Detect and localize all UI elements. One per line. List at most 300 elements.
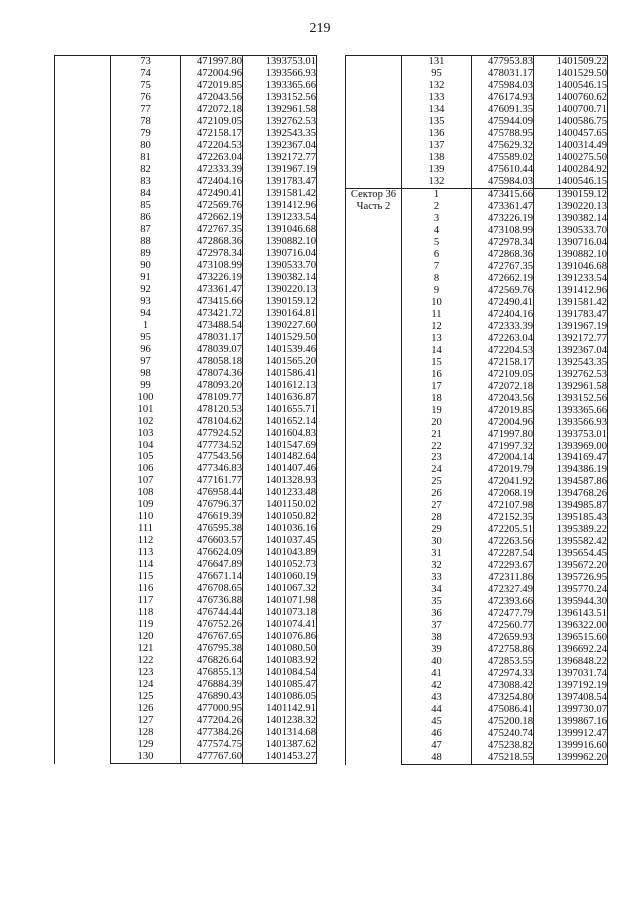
x-coordinate-cell: 476736.88 — [181, 595, 243, 607]
x-coordinate-cell: 473415.66 — [181, 296, 243, 308]
y-coordinate-cell: 1391783.47 — [534, 309, 608, 321]
point-number-cell: 74 — [111, 68, 181, 80]
table-row — [346, 56, 608, 68]
x-coordinate-cell: 476091.35 — [472, 104, 534, 116]
x-coordinate-cell: 476671.14 — [181, 571, 243, 583]
y-coordinate-cell: 1393152.56 — [243, 92, 317, 104]
point-number-cell: 86 — [111, 212, 181, 224]
x-coordinate-cell: 475240.74 — [472, 728, 534, 740]
y-coordinate-cell: 1401565.20 — [243, 356, 317, 368]
point-number-cell: 15 — [402, 357, 472, 369]
y-coordinate-cell: 1401150.02 — [243, 499, 317, 511]
x-coordinate-cell: 472569.76 — [472, 285, 534, 297]
point-number-cell: 17 — [402, 381, 472, 393]
point-number-cell: 48 — [402, 752, 472, 764]
y-coordinate-cell: 1391233.54 — [534, 273, 608, 285]
x-coordinate-cell: 472041.92 — [472, 476, 534, 488]
y-coordinate-cell: 1392367.04 — [243, 140, 317, 152]
y-coordinate-cell: 1393566.93 — [243, 68, 317, 80]
y-coordinate-cell: 1401085.47 — [243, 679, 317, 691]
x-coordinate-cell: 472263.56 — [472, 536, 534, 548]
y-coordinate-cell: 1390227.60 — [243, 320, 317, 332]
y-coordinate-cell: 1399912.47 — [534, 728, 608, 740]
x-coordinate-cell: 471997.32 — [472, 441, 534, 453]
section-label-line1: Сектор 36 — [350, 188, 397, 200]
y-coordinate-cell: 1399730.07 — [534, 704, 608, 716]
y-coordinate-cell: 1390382.14 — [534, 213, 608, 225]
x-coordinate-cell: 472019.85 — [472, 405, 534, 417]
point-number-cell: 75 — [111, 80, 181, 92]
point-number-cell: 19 — [402, 405, 472, 417]
x-coordinate-cell: 476884.39 — [181, 679, 243, 691]
point-number-cell: 118 — [111, 607, 181, 619]
x-coordinate-cell: 478074.36 — [181, 368, 243, 380]
x-coordinate-cell: 472152.35 — [472, 512, 534, 524]
y-coordinate-cell: 1391967.19 — [243, 164, 317, 176]
y-coordinate-cell: 1395654.45 — [534, 548, 608, 560]
x-coordinate-cell: 477000.95 — [181, 703, 243, 715]
x-coordinate-cell: 472287.54 — [472, 548, 534, 560]
point-number-cell: 7 — [402, 261, 472, 273]
x-coordinate-cell: 472204.53 — [181, 140, 243, 152]
point-number-cell: 45 — [402, 716, 472, 728]
y-coordinate-cell: 1401529.50 — [243, 332, 317, 344]
y-coordinate-cell: 1391412.96 — [243, 200, 317, 212]
y-coordinate-cell: 1401604.83 — [243, 428, 317, 440]
x-coordinate-cell: 476647.89 — [181, 559, 243, 571]
x-coordinate-cell: 472767.35 — [472, 261, 534, 273]
y-coordinate-cell: 1401612.13 — [243, 380, 317, 392]
point-number-cell: 26 — [402, 488, 472, 500]
y-coordinate-cell: 1401036.16 — [243, 523, 317, 535]
x-coordinate-cell: 478039.07 — [181, 344, 243, 356]
x-coordinate-cell: 476624.09 — [181, 547, 243, 559]
point-number-cell: 104 — [111, 440, 181, 452]
point-number-cell: 38 — [402, 632, 472, 644]
y-coordinate-cell: 1400314.49 — [534, 140, 608, 152]
x-coordinate-cell: 476795.38 — [181, 643, 243, 655]
y-coordinate-cell: 1392172.77 — [243, 152, 317, 164]
y-coordinate-cell: 1401074.41 — [243, 619, 317, 631]
x-coordinate-cell: 472333.39 — [181, 164, 243, 176]
x-coordinate-cell: 476958.44 — [181, 487, 243, 499]
y-coordinate-cell: 1401233.48 — [243, 487, 317, 499]
point-number-cell: 1 — [111, 320, 181, 332]
x-coordinate-cell: 477204.26 — [181, 715, 243, 727]
y-coordinate-cell: 1395672.20 — [534, 560, 608, 572]
point-number-cell: 42 — [402, 680, 472, 692]
point-number-cell: 132 — [402, 176, 472, 188]
y-coordinate-cell: 1399867.16 — [534, 716, 608, 728]
y-coordinate-cell: 1401084.54 — [243, 667, 317, 679]
x-coordinate-cell: 477734.52 — [181, 440, 243, 452]
point-number-cell: 135 — [402, 116, 472, 128]
y-coordinate-cell: 1397192.19 — [534, 680, 608, 692]
y-coordinate-cell: 1401314.68 — [243, 727, 317, 739]
point-number-cell: 24 — [402, 464, 472, 476]
y-coordinate-cell: 1390882.10 — [243, 236, 317, 248]
x-coordinate-cell: 472109.05 — [181, 116, 243, 128]
point-number-cell: 131 — [402, 56, 472, 68]
point-number-cell: 120 — [111, 631, 181, 643]
y-coordinate-cell: 1393753.01 — [534, 429, 608, 441]
point-number-cell: 125 — [111, 691, 181, 703]
x-coordinate-cell: 472404.16 — [181, 176, 243, 188]
y-coordinate-cell: 1396143.51 — [534, 608, 608, 620]
y-coordinate-cell: 1401086.05 — [243, 691, 317, 703]
point-number-cell: 35 — [402, 596, 472, 608]
y-coordinate-cell: 1401037.45 — [243, 535, 317, 547]
point-number-cell: 127 — [111, 715, 181, 727]
point-number-cell: 30 — [402, 536, 472, 548]
point-number-cell: 18 — [402, 393, 472, 405]
point-number-cell: 41 — [402, 668, 472, 680]
point-number-cell: 129 — [111, 739, 181, 751]
x-coordinate-cell: 472477.79 — [472, 608, 534, 620]
point-number-cell: 11 — [402, 309, 472, 321]
point-number-cell: 103 — [111, 428, 181, 440]
x-coordinate-cell: 472004.96 — [472, 417, 534, 429]
y-coordinate-cell: 1391783.47 — [243, 176, 317, 188]
x-coordinate-cell: 472043.56 — [472, 393, 534, 405]
point-number-cell: 39 — [402, 644, 472, 656]
point-number-cell: 95 — [111, 332, 181, 344]
point-number-cell: 90 — [111, 260, 181, 272]
y-coordinate-cell: 1390159.12 — [243, 296, 317, 308]
x-coordinate-cell: 472978.34 — [181, 248, 243, 260]
point-number-cell: 93 — [111, 296, 181, 308]
y-coordinate-cell: 1401407.46 — [243, 463, 317, 475]
point-number-cell: 20 — [402, 417, 472, 429]
x-coordinate-cell: 472393.66 — [472, 596, 534, 608]
point-number-cell: 73 — [111, 56, 181, 68]
y-coordinate-cell: 1394768.26 — [534, 488, 608, 500]
point-number-cell: 32 — [402, 560, 472, 572]
y-coordinate-cell: 1392367.04 — [534, 345, 608, 357]
y-coordinate-cell: 1393566.93 — [534, 417, 608, 429]
x-coordinate-cell: 476767.65 — [181, 631, 243, 643]
x-coordinate-cell: 472107.98 — [472, 500, 534, 512]
table-row — [55, 56, 317, 68]
x-coordinate-cell: 476708.65 — [181, 583, 243, 595]
section-label-cell — [346, 188, 402, 764]
y-coordinate-cell: 1391412.96 — [534, 285, 608, 297]
point-number-cell: 12 — [402, 321, 472, 333]
y-coordinate-cell: 1401083.92 — [243, 655, 317, 667]
y-coordinate-cell: 1393365.66 — [534, 405, 608, 417]
point-number-cell: 14 — [402, 345, 472, 357]
x-coordinate-cell: 472043.56 — [181, 92, 243, 104]
y-coordinate-cell: 1390382.14 — [243, 272, 317, 284]
x-coordinate-cell: 472293.67 — [472, 560, 534, 572]
y-coordinate-cell: 1400284.92 — [534, 164, 608, 176]
x-coordinate-cell: 473108.99 — [472, 225, 534, 237]
point-number-cell: 92 — [111, 284, 181, 296]
y-coordinate-cell: 1392762.53 — [534, 369, 608, 381]
x-coordinate-cell: 472263.04 — [472, 333, 534, 345]
x-coordinate-cell: 476855.13 — [181, 667, 243, 679]
point-number-cell: 121 — [111, 643, 181, 655]
y-coordinate-cell: 1401655.71 — [243, 404, 317, 416]
y-coordinate-cell: 1391046.68 — [243, 224, 317, 236]
y-coordinate-cell: 1394169.47 — [534, 452, 608, 464]
y-coordinate-cell: 1401052.73 — [243, 559, 317, 571]
point-number-cell: 88 — [111, 236, 181, 248]
point-number-cell: 36 — [402, 608, 472, 620]
y-coordinate-cell: 1401060.19 — [243, 571, 317, 583]
point-number-cell: 2 — [402, 201, 472, 213]
point-number-cell: 115 — [111, 571, 181, 583]
point-number-cell: 40 — [402, 656, 472, 668]
x-coordinate-cell: 472205.51 — [472, 524, 534, 536]
x-coordinate-cell: 472978.34 — [472, 237, 534, 249]
point-number-cell: 130 — [111, 751, 181, 763]
point-number-cell: 101 — [111, 404, 181, 416]
x-coordinate-cell: 472853.55 — [472, 656, 534, 668]
y-coordinate-cell: 1393753.01 — [243, 56, 317, 68]
point-number-cell: 134 — [402, 104, 472, 116]
point-number-cell: 107 — [111, 475, 181, 487]
point-number-cell: 138 — [402, 152, 472, 164]
x-coordinate-cell: 476595.38 — [181, 523, 243, 535]
point-number-cell: 6 — [402, 249, 472, 261]
x-coordinate-cell: 472333.39 — [472, 321, 534, 333]
x-coordinate-cell: 478058.18 — [181, 356, 243, 368]
y-coordinate-cell: 1390716.04 — [243, 248, 317, 260]
y-coordinate-cell: 1400586.75 — [534, 116, 608, 128]
y-coordinate-cell: 1392762.53 — [243, 116, 317, 128]
point-number-cell: 34 — [402, 584, 472, 596]
coordinates-table-right — [345, 55, 608, 765]
x-coordinate-cell: 473088.42 — [472, 680, 534, 692]
x-coordinate-cell: 472019.79 — [472, 464, 534, 476]
y-coordinate-cell: 1401509.22 — [534, 56, 608, 68]
x-coordinate-cell: 475984.03 — [472, 176, 534, 188]
y-coordinate-cell: 1393152.56 — [534, 393, 608, 405]
point-number-cell: 46 — [402, 728, 472, 740]
point-number-cell: 27 — [402, 500, 472, 512]
y-coordinate-cell: 1396692.24 — [534, 644, 608, 656]
y-coordinate-cell: 1401482.64 — [243, 451, 317, 463]
y-coordinate-cell: 1401050.82 — [243, 511, 317, 523]
x-coordinate-cell: 472974.33 — [472, 668, 534, 680]
point-number-cell: 126 — [111, 703, 181, 715]
point-number-cell: 111 — [111, 523, 181, 535]
y-coordinate-cell: 1390716.04 — [534, 237, 608, 249]
x-coordinate-cell: 477924.52 — [181, 428, 243, 440]
point-number-cell: 85 — [111, 200, 181, 212]
point-number-cell: 112 — [111, 535, 181, 547]
y-coordinate-cell: 1401453.27 — [243, 751, 317, 763]
table-row — [346, 188, 608, 200]
point-number-cell: 108 — [111, 487, 181, 499]
point-number-cell: 16 — [402, 369, 472, 381]
point-number-cell: 89 — [111, 248, 181, 260]
x-coordinate-cell: 476619.39 — [181, 511, 243, 523]
point-number-cell: 5 — [402, 237, 472, 249]
section-label-cell — [55, 56, 111, 764]
y-coordinate-cell: 1391581.42 — [534, 297, 608, 309]
y-coordinate-cell: 1392172.77 — [534, 333, 608, 345]
point-number-cell: 10 — [402, 297, 472, 309]
point-number-cell: 109 — [111, 499, 181, 511]
y-coordinate-cell: 1401387.62 — [243, 739, 317, 751]
point-number-cell: 77 — [111, 104, 181, 116]
x-coordinate-cell: 473361.47 — [181, 284, 243, 296]
x-coordinate-cell: 477161.77 — [181, 475, 243, 487]
x-coordinate-cell: 472404.16 — [472, 309, 534, 321]
x-coordinate-cell: 478093.20 — [181, 380, 243, 392]
x-coordinate-cell: 477346.83 — [181, 463, 243, 475]
x-coordinate-cell: 472204.53 — [472, 345, 534, 357]
y-coordinate-cell: 1395726.95 — [534, 572, 608, 584]
x-coordinate-cell: 475984.03 — [472, 80, 534, 92]
y-coordinate-cell: 1391581.42 — [243, 188, 317, 200]
x-coordinate-cell: 472109.05 — [472, 369, 534, 381]
x-coordinate-cell: 475788.95 — [472, 128, 534, 140]
y-coordinate-cell: 1390533.70 — [243, 260, 317, 272]
point-number-cell: 114 — [111, 559, 181, 571]
point-number-cell: 33 — [402, 572, 472, 584]
x-coordinate-cell: 471997.80 — [181, 56, 243, 68]
y-coordinate-cell: 1401547.69 — [243, 440, 317, 452]
x-coordinate-cell: 478120.53 — [181, 404, 243, 416]
point-number-cell: 105 — [111, 451, 181, 463]
x-coordinate-cell: 473108.99 — [181, 260, 243, 272]
y-coordinate-cell: 1401073.18 — [243, 607, 317, 619]
point-number-cell: 96 — [111, 344, 181, 356]
point-number-cell: 9 — [402, 285, 472, 297]
section-label-cell — [346, 56, 402, 189]
point-number-cell: 119 — [111, 619, 181, 631]
x-coordinate-cell: 477574.75 — [181, 739, 243, 751]
y-coordinate-cell: 1400457.65 — [534, 128, 608, 140]
x-coordinate-cell: 472659.93 — [472, 632, 534, 644]
y-coordinate-cell: 1392543.35 — [243, 128, 317, 140]
y-coordinate-cell: 1393969.00 — [534, 441, 608, 453]
y-coordinate-cell: 1399916.60 — [534, 740, 608, 752]
x-coordinate-cell: 472004.14 — [472, 452, 534, 464]
x-coordinate-cell: 472767.35 — [181, 224, 243, 236]
x-coordinate-cell: 475589.02 — [472, 152, 534, 164]
y-coordinate-cell: 1390882.10 — [534, 249, 608, 261]
y-coordinate-cell: 1401238.32 — [243, 715, 317, 727]
x-coordinate-cell: 476174.93 — [472, 92, 534, 104]
y-coordinate-cell: 1399962.20 — [534, 752, 608, 764]
x-coordinate-cell: 473226.19 — [472, 213, 534, 225]
point-number-cell: 25 — [402, 476, 472, 488]
y-coordinate-cell: 1395582.42 — [534, 536, 608, 548]
point-number-cell: 80 — [111, 140, 181, 152]
point-number-cell: 132 — [402, 80, 472, 92]
section-label-line2: Часть 2 — [356, 200, 391, 212]
y-coordinate-cell: 1394386.19 — [534, 464, 608, 476]
point-number-cell: 124 — [111, 679, 181, 691]
x-coordinate-cell: 477953.83 — [472, 56, 534, 68]
y-coordinate-cell: 1400760.62 — [534, 92, 608, 104]
point-number-cell: 13 — [402, 333, 472, 345]
x-coordinate-cell: 476752.26 — [181, 619, 243, 631]
x-coordinate-cell: 475218.55 — [472, 752, 534, 764]
y-coordinate-cell: 1401071.98 — [243, 595, 317, 607]
y-coordinate-cell: 1401652.14 — [243, 416, 317, 428]
point-number-cell: 137 — [402, 140, 472, 152]
y-coordinate-cell: 1393365.66 — [243, 80, 317, 92]
x-coordinate-cell: 475200.18 — [472, 716, 534, 728]
y-coordinate-cell: 1392543.35 — [534, 357, 608, 369]
y-coordinate-cell: 1401529.50 — [534, 68, 608, 80]
x-coordinate-cell: 476744.44 — [181, 607, 243, 619]
x-coordinate-cell: 478109.77 — [181, 392, 243, 404]
point-number-cell: 28 — [402, 512, 472, 524]
point-number-cell: 99 — [111, 380, 181, 392]
x-coordinate-cell: 472868.36 — [181, 236, 243, 248]
y-coordinate-cell: 1391046.68 — [534, 261, 608, 273]
point-number-cell: 106 — [111, 463, 181, 475]
x-coordinate-cell: 472072.18 — [472, 381, 534, 393]
x-coordinate-cell: 472072.18 — [181, 104, 243, 116]
y-coordinate-cell: 1390164.81 — [243, 308, 317, 320]
x-coordinate-cell: 478104.62 — [181, 416, 243, 428]
point-number-cell: 21 — [402, 429, 472, 441]
point-number-cell: 83 — [111, 176, 181, 188]
point-number-cell: 31 — [402, 548, 472, 560]
point-number-cell: 122 — [111, 655, 181, 667]
y-coordinate-cell: 1394587.86 — [534, 476, 608, 488]
point-number-cell: 3 — [402, 213, 472, 225]
x-coordinate-cell: 472662.19 — [472, 273, 534, 285]
point-number-cell: 4 — [402, 225, 472, 237]
point-number-cell: 78 — [111, 116, 181, 128]
point-number-cell: 128 — [111, 727, 181, 739]
x-coordinate-cell: 473415.66 — [472, 188, 534, 200]
x-coordinate-cell: 472327.49 — [472, 584, 534, 596]
y-coordinate-cell: 1401636.87 — [243, 392, 317, 404]
x-coordinate-cell: 472758.86 — [472, 644, 534, 656]
y-coordinate-cell: 1395770.24 — [534, 584, 608, 596]
x-coordinate-cell: 472158.17 — [472, 357, 534, 369]
coordinates-table-left — [54, 55, 317, 764]
x-coordinate-cell: 475629.32 — [472, 140, 534, 152]
x-coordinate-cell: 475086.41 — [472, 704, 534, 716]
x-coordinate-cell: 471997.80 — [472, 429, 534, 441]
y-coordinate-cell: 1401328.93 — [243, 475, 317, 487]
y-coordinate-cell: 1392961.58 — [243, 104, 317, 116]
y-coordinate-cell: 1394985.87 — [534, 500, 608, 512]
x-coordinate-cell: 473254.80 — [472, 692, 534, 704]
x-coordinate-cell: 472263.04 — [181, 152, 243, 164]
y-coordinate-cell: 1396848.22 — [534, 656, 608, 668]
y-coordinate-cell: 1396515.60 — [534, 632, 608, 644]
x-coordinate-cell: 472311.86 — [472, 572, 534, 584]
point-number-cell: 91 — [111, 272, 181, 284]
y-coordinate-cell: 1392961.58 — [534, 381, 608, 393]
x-coordinate-cell: 473488.54 — [181, 320, 243, 332]
x-coordinate-cell: 472490.41 — [472, 297, 534, 309]
y-coordinate-cell: 1390220.13 — [243, 284, 317, 296]
point-number-cell: 1 — [402, 188, 472, 200]
point-number-cell: 81 — [111, 152, 181, 164]
point-number-cell: 123 — [111, 667, 181, 679]
point-number-cell: 29 — [402, 524, 472, 536]
point-number-cell: 76 — [111, 92, 181, 104]
y-coordinate-cell: 1401067.32 — [243, 583, 317, 595]
y-coordinate-cell: 1391233.54 — [243, 212, 317, 224]
point-number-cell: 94 — [111, 308, 181, 320]
point-number-cell: 47 — [402, 740, 472, 752]
point-number-cell: 23 — [402, 452, 472, 464]
y-coordinate-cell: 1401142.91 — [243, 703, 317, 715]
